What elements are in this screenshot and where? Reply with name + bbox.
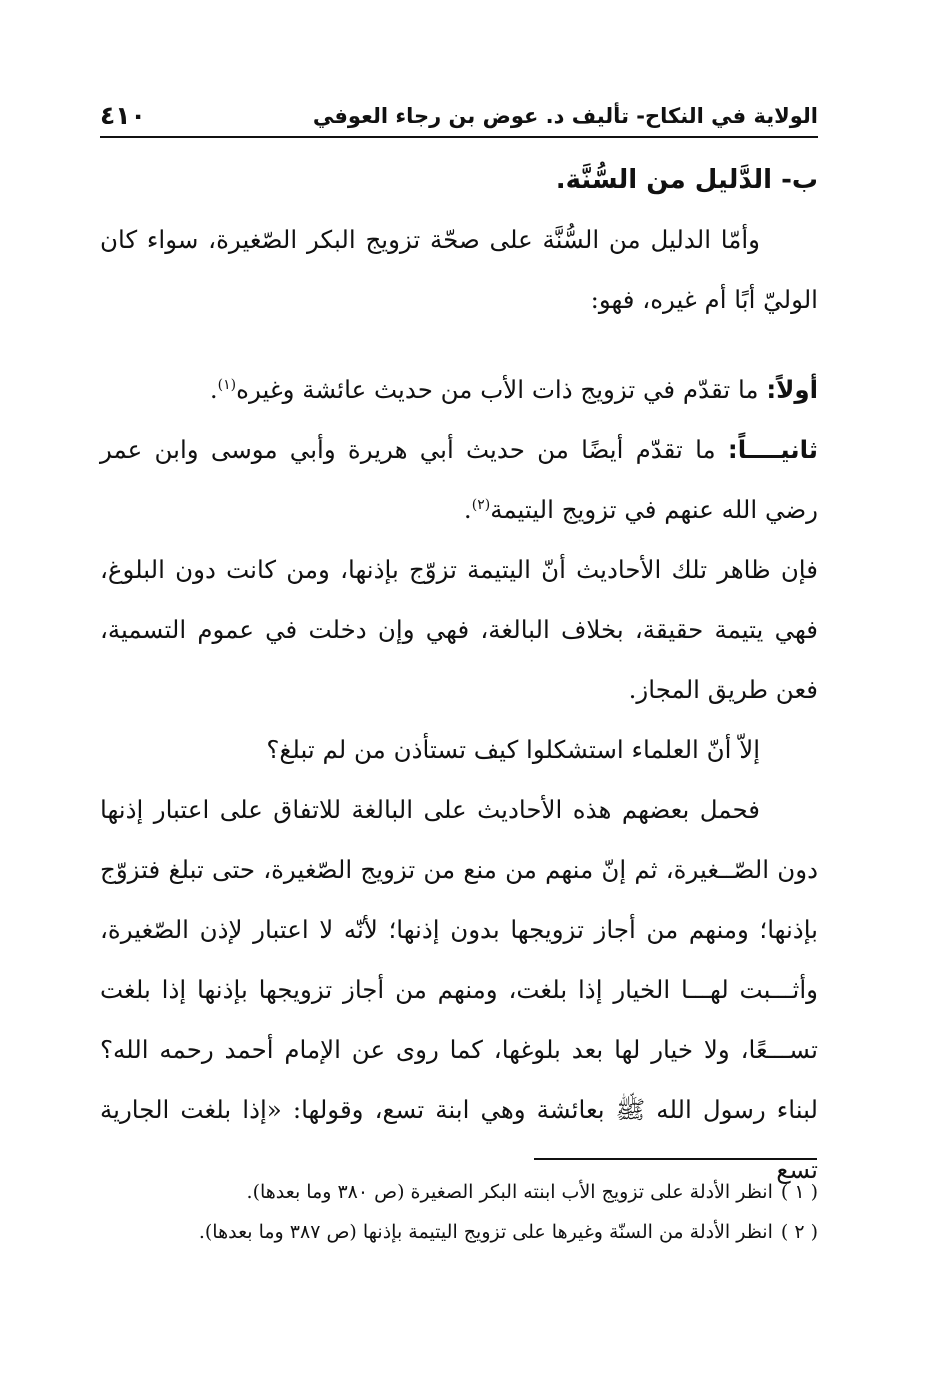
second-evidence-text: ما تقدّم أيضًا من حديث أبي هريرة وأبي موسى وابن عمر رضي الله عنهم في تزويج اليتيمة	[100, 435, 818, 524]
first-evidence-text: ما تقدّم في تزويج ذات الأب من حديث عائشة وغيره	[236, 375, 767, 404]
intro-paragraph: وأمّا الدليل من السُّنَّة على صحّة تزويج البكر الصّغيرة، سواء كان الوليّ أبًا أم غيره، فهو:	[100, 225, 818, 314]
first-label: أولاً:	[766, 375, 818, 404]
footnotes	[100, 1172, 818, 1252]
paragraph-gap	[100, 330, 818, 360]
second-label: ثانيــــاً:	[727, 435, 818, 464]
first-evidence-end: .	[209, 375, 218, 404]
question-paragraph: إلاّ أنّ العلماء استشكلوا كيف تستأذن من لم تبلغ؟	[266, 735, 760, 764]
footnote-mark-1: ( ١ )	[780, 1181, 818, 1203]
footnote-ref-2[interactable]: (٢)	[471, 496, 491, 513]
footnote-mark-2: ( ٢ )	[780, 1221, 818, 1243]
footnote-1	[100, 1172, 818, 1212]
footnote-rule	[534, 1158, 817, 1160]
interpretation-paragraph: فحمل بعضهم هذه الأحاديث على البالغة للاتفاق على اعتبار إذنها دون الصّــغيرة، ثم إنّ منهم من منع من تزويج الصّغيرة، حتى تبلغ فتزوّج بإذنها؛ ومنهم من أجاز تزويجها بدون إذنها؛ لأنّه لا اعتبار لإذن الصّغيرة، وأثـــبت لهـــا الخيار إذا بلغت، ومنهم من أجاز تزويجها بإذنها إذا بلغت تســـعًا، ولا خيار لها بعد بلوغها، كما روى عن الإمام أحمد رحمه الله؟ لبناء رسول الله ﷺ بعائشة وهي ابنة تسع، وقولها: «إذا بلغت الجارية تسع	[100, 795, 818, 1184]
zahir-paragraph: فإن ظاهر تلك الأحاديث أنّ اليتيمة تزوّج بإذنها، ومن كانت دون البلوغ، فهي يتيمة حقيقة، بخلاف البالغة، فهي وإن دخلت في عموم التسمية، فعن طريق المجاز.	[100, 555, 818, 704]
main-text	[100, 150, 818, 1200]
footnote-text-1: انظر الأدلة على تزويج الأب ابنته البكر الصغيرة (ص ٣٨٠ وما بعدها).	[246, 1181, 773, 1203]
running-title: الولاية في النكاح- تأليف د. عوض بن رجاء العوفي	[312, 104, 818, 128]
second-evidence-end: .	[463, 495, 472, 524]
running-header	[100, 90, 818, 134]
section-heading: ب- الدَّليل من السُّنَّة.	[555, 165, 818, 195]
header-rule	[100, 136, 818, 138]
second-evidence-paragraph	[100, 420, 818, 540]
footnote-ref-1[interactable]: (١)	[217, 376, 237, 393]
footnote-text-2: انظر الأدلة من السنّة وغيرها على تزويج اليتيمة بإذنها (ص ٣٨٧ وما بعدها).	[198, 1221, 773, 1243]
footnote-2	[100, 1212, 818, 1252]
first-evidence-paragraph	[100, 360, 818, 420]
page-number: ٤١٠	[100, 101, 146, 130]
